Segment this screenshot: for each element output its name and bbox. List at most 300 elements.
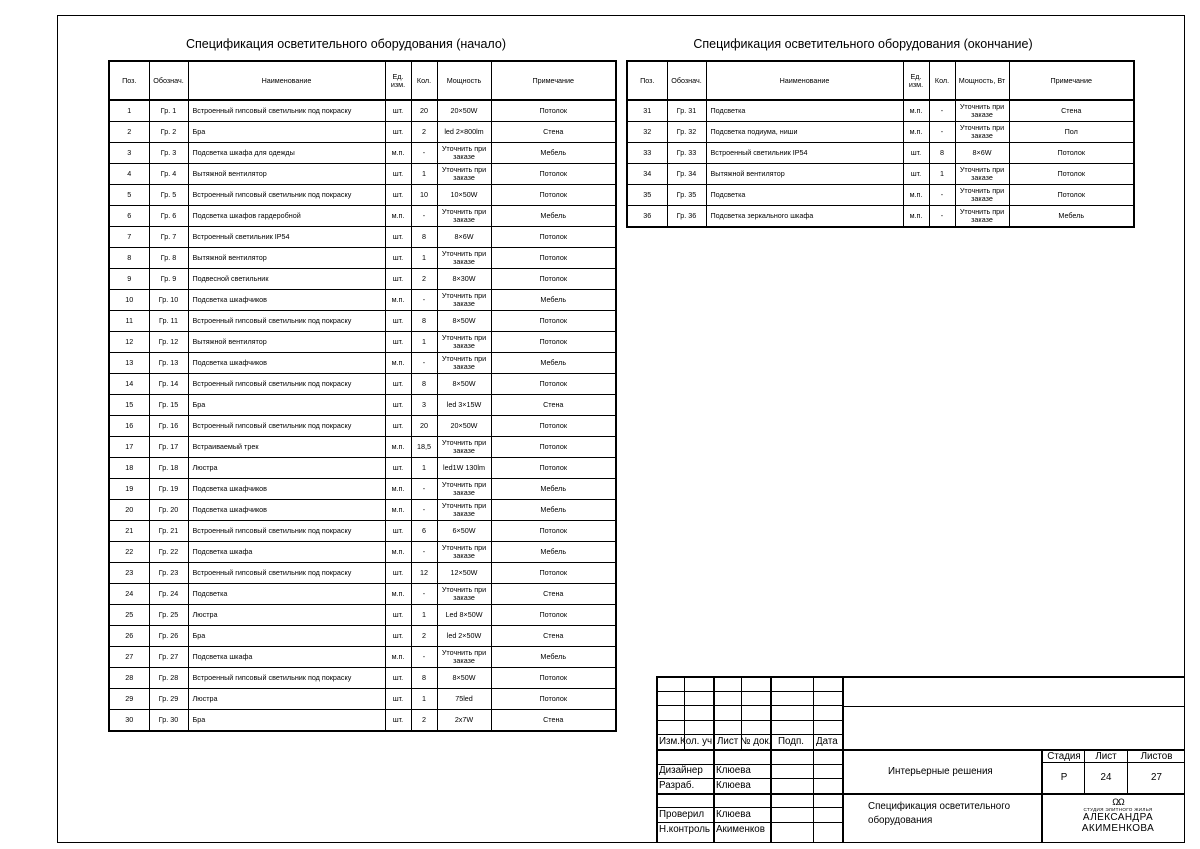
table-row — [109, 542, 616, 563]
cell-pos: 35 — [627, 185, 667, 206]
cell-unit: шт. — [385, 269, 411, 290]
header-note: Примечание — [491, 61, 616, 100]
stamp-line — [656, 822, 843, 823]
cell-unit: шт. — [385, 689, 411, 710]
stage-value: Р — [1060, 772, 1068, 783]
cell-qty: - — [929, 185, 955, 206]
cell-code: Гр. 13 — [149, 353, 188, 374]
cell-note: Мебель — [491, 143, 616, 164]
stamp-line — [656, 778, 843, 779]
cell-code: Гр. 35 — [667, 185, 706, 206]
cell-name: Подсветка — [706, 100, 903, 122]
cell-unit: м.п. — [385, 206, 411, 227]
cell-note: Потолок — [491, 605, 616, 626]
logo-title: АЛЕКСАНДРА АКИМЕНКОВА — [1081, 812, 1155, 834]
cell-pos: 31 — [627, 100, 667, 122]
cell-power: Уточнить при заказе — [955, 185, 1009, 206]
cell-note: Мебель — [491, 479, 616, 500]
stamp-line — [656, 676, 658, 843]
cell-name: Бра — [188, 395, 385, 416]
cell-note: Мебель — [491, 290, 616, 311]
cell-power: 8×6W — [437, 227, 491, 248]
cell-qty: - — [411, 290, 437, 311]
cell-code: Гр. 17 — [149, 437, 188, 458]
cell-name: Вытяжной вентилятор — [188, 248, 385, 269]
left-table-title: Спецификация осветительного оборудования (начало) — [186, 37, 506, 51]
cell-unit: м.п. — [385, 584, 411, 605]
table-row — [109, 395, 616, 416]
logo-subtitle: СТУДИЯ ЭЛИТНОГО ЖИЛЬЯ — [1083, 807, 1153, 812]
cell-pos: 19 — [109, 479, 149, 500]
stamp-name-developer: Клюева — [716, 780, 751, 791]
cell-power: 12×50W — [437, 563, 491, 584]
cell-unit: шт. — [385, 626, 411, 647]
cell-unit: м.п. — [903, 122, 929, 143]
cell-pos: 5 — [109, 185, 149, 206]
cell-pos: 32 — [627, 122, 667, 143]
cell-power: 10×50W — [437, 185, 491, 206]
cell-power: Уточнить при заказе — [955, 122, 1009, 143]
cell-pos: 23 — [109, 563, 149, 584]
cell-unit: шт. — [385, 122, 411, 143]
cell-name: Встраиваемый трек — [188, 437, 385, 458]
studio-logo — [1051, 797, 1185, 834]
cell-name: Встроенный гипсовый светильник под покраску — [188, 521, 385, 542]
cell-code: Гр. 27 — [149, 647, 188, 668]
cell-code: Гр. 6 — [149, 206, 188, 227]
cell-unit: шт. — [385, 605, 411, 626]
cell-unit: шт. — [903, 143, 929, 164]
cell-qty: 1 — [411, 605, 437, 626]
table-row — [627, 143, 1134, 164]
cell-pos: 34 — [627, 164, 667, 185]
cell-power: Уточнить при заказе — [437, 206, 491, 227]
cell-power: Уточнить при заказе — [437, 290, 491, 311]
table-row — [627, 164, 1134, 185]
cell-qty: - — [929, 100, 955, 122]
cell-qty: 2 — [411, 269, 437, 290]
right-table-title: Спецификация осветительного оборудования (окончание) — [693, 37, 1033, 51]
cell-power: Уточнить при заказе — [437, 248, 491, 269]
cell-code: Гр. 28 — [149, 668, 188, 689]
cell-pos: 22 — [109, 542, 149, 563]
cell-pos: 16 — [109, 416, 149, 437]
table-row — [109, 332, 616, 353]
cell-name: Бра — [188, 626, 385, 647]
cell-name: Встроенный гипсовый светильник под покраску — [188, 311, 385, 332]
cell-name: Подсветка шкафчиков — [188, 353, 385, 374]
table-row — [109, 164, 616, 185]
cell-code: Гр. 18 — [149, 458, 188, 479]
cell-unit: м.п. — [385, 290, 411, 311]
stamp-role-checker: Проверил — [659, 809, 705, 820]
header-unit: Ед. изм. — [903, 61, 929, 100]
stamp-name-designer: Клюева — [716, 765, 751, 776]
cell-qty: 1 — [411, 332, 437, 353]
cell-unit: шт. — [385, 164, 411, 185]
cell-power: 8×6W — [955, 143, 1009, 164]
cell-note: Потолок — [491, 311, 616, 332]
cell-note: Потолок — [491, 458, 616, 479]
table-row — [109, 248, 616, 269]
cell-pos: 15 — [109, 395, 149, 416]
cell-qty: - — [929, 122, 955, 143]
cell-name: Подсветка шкафа — [188, 647, 385, 668]
table-row — [627, 122, 1134, 143]
table-row — [109, 353, 616, 374]
cell-qty: 20 — [411, 416, 437, 437]
cell-code: Гр. 23 — [149, 563, 188, 584]
header-power: Мощность — [437, 61, 491, 100]
cell-note: Потолок — [491, 437, 616, 458]
cell-name: Подсветка шкафа — [188, 542, 385, 563]
cell-qty: 2 — [411, 626, 437, 647]
cell-pos: 11 — [109, 311, 149, 332]
stamp-col-date: Дата — [816, 736, 838, 747]
cell-note: Потолок — [491, 185, 616, 206]
stamp-col-list: Лист — [717, 736, 739, 747]
cell-power: led 2×800lm — [437, 122, 491, 143]
cell-pos: 9 — [109, 269, 149, 290]
header-note: Примечание — [1009, 61, 1134, 100]
cell-pos: 4 — [109, 164, 149, 185]
cell-note: Потолок — [491, 100, 616, 122]
cell-power: Уточнить при заказе — [437, 332, 491, 353]
stamp-line — [842, 676, 844, 843]
cell-unit: шт. — [385, 185, 411, 206]
cell-code: Гр. 31 — [667, 100, 706, 122]
spec-table-right — [626, 60, 1135, 228]
stamp-line — [656, 807, 843, 808]
cell-note: Потолок — [491, 563, 616, 584]
cell-code: Гр. 26 — [149, 626, 188, 647]
cell-qty: 8 — [411, 374, 437, 395]
cell-note: Потолок — [491, 374, 616, 395]
cell-code: Гр. 25 — [149, 605, 188, 626]
cell-name: Подвесной светильник — [188, 269, 385, 290]
cell-code: Гр. 7 — [149, 227, 188, 248]
cell-note: Потолок — [491, 269, 616, 290]
cell-pos: 36 — [627, 206, 667, 228]
header-power: Мощность, Вт — [955, 61, 1009, 100]
cell-pos: 2 — [109, 122, 149, 143]
title-block — [656, 676, 1185, 843]
cell-qty: 1 — [411, 248, 437, 269]
cell-note: Потолок — [491, 248, 616, 269]
cell-code: Гр. 15 — [149, 395, 188, 416]
cell-note: Потолок — [491, 416, 616, 437]
stamp-col-izm: Изм. — [659, 736, 680, 747]
cell-unit: шт. — [385, 248, 411, 269]
cell-note: Потолок — [491, 227, 616, 248]
cell-power: led 2×50W — [437, 626, 491, 647]
cell-power: 2x7W — [437, 710, 491, 732]
cell-name: Подсветка — [706, 185, 903, 206]
header-pos: Поз. — [109, 61, 149, 100]
cell-unit: шт. — [385, 668, 411, 689]
cell-pos: 20 — [109, 500, 149, 521]
cell-code: Гр. 9 — [149, 269, 188, 290]
cell-qty: 12 — [411, 563, 437, 584]
stamp-line — [713, 676, 715, 843]
cell-note: Потолок — [491, 689, 616, 710]
table-row — [109, 437, 616, 458]
doc-title-line-2: оборудования — [868, 815, 933, 826]
cell-code: Гр. 14 — [149, 374, 188, 395]
table-row — [109, 626, 616, 647]
cell-qty: 1 — [411, 458, 437, 479]
table-row — [109, 584, 616, 605]
cell-name: Встроенный гипсовый светильник под покраску — [188, 416, 385, 437]
header-row — [109, 61, 616, 100]
cell-power: 8×30W — [437, 269, 491, 290]
cell-unit: м.п. — [385, 437, 411, 458]
cell-qty: - — [411, 647, 437, 668]
cell-pos: 10 — [109, 290, 149, 311]
stamp-line — [770, 676, 772, 843]
cell-power: Уточнить при заказе — [437, 143, 491, 164]
cell-name: Встроенный светильник IP54 — [188, 227, 385, 248]
cell-name: Встроенный гипсовый светильник под покраску — [188, 100, 385, 122]
stamp-name-checker: Клюева — [716, 809, 751, 820]
table-row — [109, 100, 616, 122]
cell-code: Гр. 24 — [149, 584, 188, 605]
header-qty: Кол. — [411, 61, 437, 100]
cell-qty: 8 — [411, 311, 437, 332]
cell-pos: 24 — [109, 584, 149, 605]
doc-title-line-1: Спецификация осветительного — [868, 801, 1011, 812]
table-row — [109, 227, 616, 248]
cell-pos: 18 — [109, 458, 149, 479]
cell-name: Люстра — [188, 605, 385, 626]
cell-unit: шт. — [385, 332, 411, 353]
header-pos: Поз. — [627, 61, 667, 100]
cell-qty: 18,5 — [411, 437, 437, 458]
cell-code: Гр. 33 — [667, 143, 706, 164]
cell-code: Гр. 29 — [149, 689, 188, 710]
cell-qty: 8 — [411, 227, 437, 248]
cell-unit: шт. — [385, 521, 411, 542]
cell-name: Подсветка шкафов гардеробной — [188, 206, 385, 227]
stamp-line — [813, 676, 814, 843]
cell-pos: 13 — [109, 353, 149, 374]
cell-note: Мебель — [491, 500, 616, 521]
cell-qty: 1 — [411, 689, 437, 710]
cell-name: Встроенный светильник IP54 — [706, 143, 903, 164]
header-code: Обознач. — [149, 61, 188, 100]
stamp-col-sign: Подп. — [778, 736, 805, 747]
table-row — [109, 563, 616, 584]
cell-pos: 7 — [109, 227, 149, 248]
cell-qty: 10 — [411, 185, 437, 206]
cell-unit: м.п. — [903, 185, 929, 206]
cell-power: 8×50W — [437, 668, 491, 689]
spec-table-left — [108, 60, 617, 732]
cell-name: Встроенный гипсовый светильник под покраску — [188, 668, 385, 689]
cell-note: Мебель — [491, 647, 616, 668]
cell-qty: - — [411, 206, 437, 227]
header-row — [627, 61, 1134, 100]
cell-power: led 3×15W — [437, 395, 491, 416]
cell-note: Стена — [491, 584, 616, 605]
cell-qty: - — [411, 479, 437, 500]
cell-note: Стена — [1009, 100, 1134, 122]
cell-pos: 6 — [109, 206, 149, 227]
cell-qty: 2 — [411, 710, 437, 732]
cell-note: Потолок — [491, 668, 616, 689]
cell-qty: 8 — [411, 668, 437, 689]
cell-power: 20×50W — [437, 416, 491, 437]
cell-unit: м.п. — [385, 500, 411, 521]
cell-note: Стена — [491, 122, 616, 143]
cell-note: Мебель — [491, 353, 616, 374]
cell-name: Вытяжной вентилятор — [188, 164, 385, 185]
cell-note: Пол — [1009, 122, 1134, 143]
cell-qty: - — [411, 143, 437, 164]
cell-name: Подсветка шкафа для одежды — [188, 143, 385, 164]
cell-qty: 6 — [411, 521, 437, 542]
table-row — [109, 458, 616, 479]
cell-name: Встроенный гипсовый светильник под покраску — [188, 563, 385, 584]
cell-name: Подсветка зеркального шкафа — [706, 206, 903, 228]
cell-name: Встроенный гипсовый светильник под покраску — [188, 185, 385, 206]
cell-code: Гр. 4 — [149, 164, 188, 185]
cell-note: Потолок — [1009, 143, 1134, 164]
cell-note: Потолок — [1009, 164, 1134, 185]
cell-note: Мебель — [491, 542, 616, 563]
cell-code: Гр. 12 — [149, 332, 188, 353]
cell-note: Потолок — [491, 164, 616, 185]
stamp-line — [656, 676, 1185, 678]
cell-unit: шт. — [385, 563, 411, 584]
cell-qty: 1 — [411, 164, 437, 185]
cell-qty: - — [411, 500, 437, 521]
cell-code: Гр. 10 — [149, 290, 188, 311]
cell-qty: 3 — [411, 395, 437, 416]
cell-power: Уточнить при заказе — [437, 164, 491, 185]
header-qty: Кол. — [929, 61, 955, 100]
table-row — [109, 605, 616, 626]
cell-pos: 29 — [109, 689, 149, 710]
cell-pos: 14 — [109, 374, 149, 395]
cell-unit: шт. — [903, 164, 929, 185]
cell-pos: 28 — [109, 668, 149, 689]
table-row — [109, 122, 616, 143]
cell-power: Уточнить при заказе — [437, 584, 491, 605]
sheets-label: Листов — [1140, 751, 1173, 762]
cell-pos: 17 — [109, 437, 149, 458]
cell-power: 75led — [437, 689, 491, 710]
cell-unit: м.п. — [385, 143, 411, 164]
cell-unit: м.п. — [903, 206, 929, 228]
cell-power: 8×50W — [437, 311, 491, 332]
table-row — [109, 668, 616, 689]
cell-power: Уточнить при заказе — [955, 206, 1009, 228]
cell-code: Гр. 16 — [149, 416, 188, 437]
cell-pos: 26 — [109, 626, 149, 647]
cell-name: Бра — [188, 710, 385, 732]
cell-name: Подсветка шкафчиков — [188, 290, 385, 311]
cell-name: Встроенный гипсовый светильник под покраску — [188, 374, 385, 395]
cell-pos: 12 — [109, 332, 149, 353]
stamp-line — [1041, 749, 1043, 843]
cell-unit: шт. — [385, 227, 411, 248]
stamp-name-norm-control: Акименков — [716, 824, 765, 835]
cell-power: 6×50W — [437, 521, 491, 542]
table-row — [627, 206, 1134, 228]
sheet-label: Лист — [1095, 751, 1117, 762]
cell-note: Потолок — [491, 521, 616, 542]
table-row — [627, 100, 1134, 122]
cell-power: Уточнить при заказе — [955, 164, 1009, 185]
cell-code: Гр. 22 — [149, 542, 188, 563]
cell-unit: м.п. — [385, 353, 411, 374]
cell-power: Уточнить при заказе — [955, 100, 1009, 122]
cell-name: Подсветка подиума, ниши — [706, 122, 903, 143]
cell-note: Мебель — [491, 206, 616, 227]
cell-code: Гр. 32 — [667, 122, 706, 143]
stamp-line — [843, 706, 1185, 707]
cell-name: Подсветка — [188, 584, 385, 605]
table-row — [109, 689, 616, 710]
table-row — [109, 269, 616, 290]
cell-pos: 27 — [109, 647, 149, 668]
cell-name: Бра — [188, 122, 385, 143]
cell-code: Гр. 2 — [149, 122, 188, 143]
table-row — [109, 710, 616, 732]
cell-name: Вытяжной вентилятор — [706, 164, 903, 185]
stamp-line — [656, 793, 1185, 795]
stamp-col-doc: № док. — [740, 736, 772, 747]
sheets-value: 27 — [1151, 772, 1162, 783]
cell-unit: шт. — [385, 710, 411, 732]
cell-pos: 1 — [109, 100, 149, 122]
cell-power: Уточнить при заказе — [437, 647, 491, 668]
header-name: Наименование — [706, 61, 903, 100]
header-code: Обознач. — [667, 61, 706, 100]
cell-code: Гр. 3 — [149, 143, 188, 164]
cell-power: Уточнить при заказе — [437, 479, 491, 500]
cell-unit: шт. — [385, 458, 411, 479]
table-row — [109, 185, 616, 206]
cell-pos: 3 — [109, 143, 149, 164]
cell-name: Подсветка шкафчиков — [188, 500, 385, 521]
cell-power: Уточнить при заказе — [437, 500, 491, 521]
cell-power: 20×50W — [437, 100, 491, 122]
sheet-value: 24 — [1100, 772, 1112, 783]
cell-code: Гр. 20 — [149, 500, 188, 521]
cell-note: Стена — [491, 395, 616, 416]
stage-label: Стадия — [1047, 751, 1081, 762]
header-name: Наименование — [188, 61, 385, 100]
cell-unit: шт. — [385, 374, 411, 395]
cell-pos: 30 — [109, 710, 149, 732]
cell-note: Мебель — [1009, 206, 1134, 228]
cell-unit: м.п. — [385, 647, 411, 668]
cell-note: Потолок — [1009, 185, 1134, 206]
cell-pos: 21 — [109, 521, 149, 542]
project-name: Интерьерные решения — [888, 766, 993, 777]
cell-name: Подсветка шкафчиков — [188, 479, 385, 500]
cell-code: Гр. 30 — [149, 710, 188, 732]
table-row — [109, 206, 616, 227]
cell-power: Уточнить при заказе — [437, 353, 491, 374]
cell-code: Гр. 36 — [667, 206, 706, 228]
cell-name: Люстра — [188, 458, 385, 479]
table-row — [109, 290, 616, 311]
table-row — [109, 416, 616, 437]
stamp-role-developer: Разраб. — [659, 780, 695, 791]
